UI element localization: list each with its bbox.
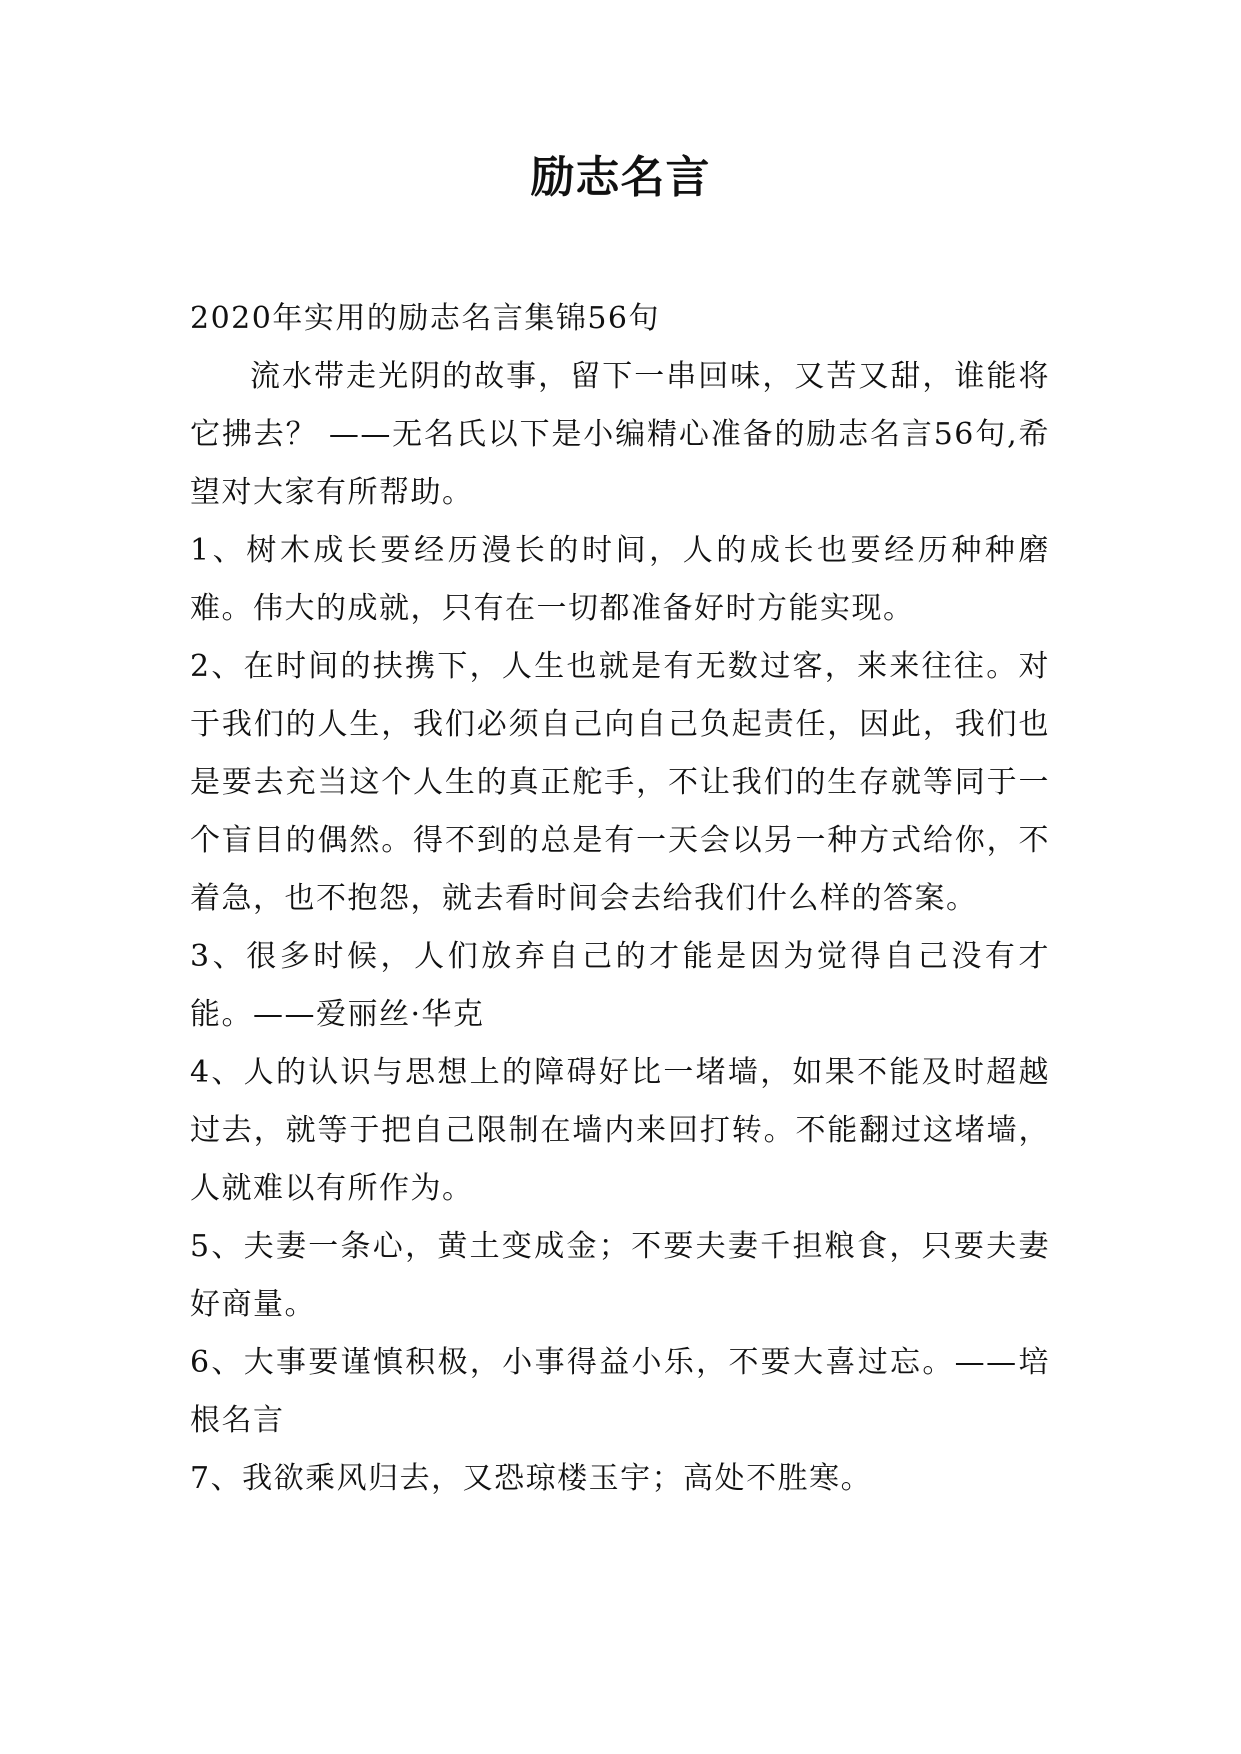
quote-item: 3、很多时候，人们放弃自己的才能是因为觉得自己没有才能。——爱丽丝·华克 xyxy=(190,939,1050,1032)
quote-item: 7、我欲乘风归去，又恐琼楼玉宇；高处不胜寒。 xyxy=(190,1461,873,1496)
document-subtitle: 2020年实用的励志名言集锦56句 xyxy=(190,301,661,336)
quote-item: 6、大事要谨慎积极，小事得益小乐，不要大喜过忘。——培根名言 xyxy=(190,1345,1050,1438)
document-title: 励志名言 xyxy=(530,152,711,203)
intro-paragraph: 流水带走光阴的故事，留下一串回味，又苦又甜，谁能将它拂去？ ——无名氏以下是小编精心准备的励志名言56句,希望对大家有所帮助。 xyxy=(190,359,1050,510)
quote-item: 4、人的认识与思想上的障碍好比一堵墙，如果不能及时超越过去，就等于把自己限制在墙内来回打转。不能翻过这堵墙，人就难以有所作为。 xyxy=(190,1055,1050,1206)
document-body xyxy=(190,290,1050,1508)
quote-item: 1、树木成长要经历漫长的时间，人的成长也要经历种种磨难。伟大的成就，只有在一切都准备好时方能实现。 xyxy=(190,533,1050,626)
quote-item: 5、夫妻一条心，黄土变成金；不要夫妻千担粮食，只要夫妻好商量。 xyxy=(190,1229,1050,1322)
quote-item: 2、在时间的扶携下，人生也就是有无数过客，来来往往。对于我们的人生，我们必须自己向自己负起责任，因此，我们也是要去充当这个人生的真正舵手，不让我们的生存就等同于一个盲目的偶然。得不到的总是有一天会以另一种方式给你，不着急，也不抱怨，就去看时间会去给我们什么样的答案。 xyxy=(190,649,1050,916)
